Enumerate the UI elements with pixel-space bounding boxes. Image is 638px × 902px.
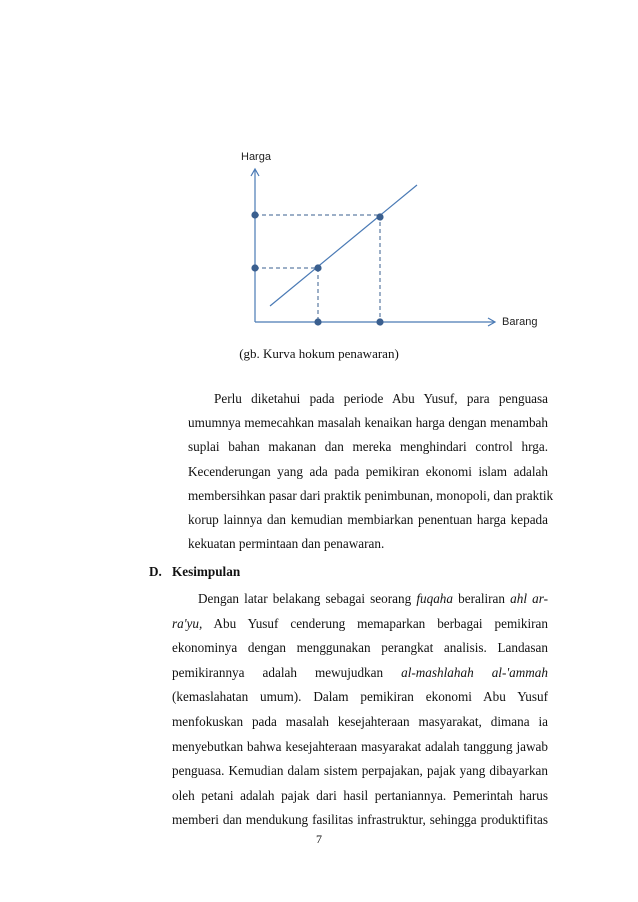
page-number: 7: [316, 832, 322, 846]
paragraph-line: suplai bahan makanan dan mereka menghindari control hrga.: [188, 439, 548, 455]
paragraph-line: membersihkan pasar dari praktik penimbunan, monopoli, dan praktik: [188, 487, 554, 503]
text-run: pemikirannya adalah mewujudkan: [172, 664, 402, 680]
paragraph-line: korup lainnya dan kemudian membiarkan penentuan harga kepada: [188, 512, 548, 528]
section-heading: [149, 564, 240, 580]
paragraph-line: kekuatan permintaan dan penawaran.: [188, 536, 385, 552]
paragraph-line: Perlu diketahui pada periode Abu Yusuf, para penguasa: [214, 391, 548, 406]
paragraph-line: [172, 587, 548, 612]
text-run: Abu Yusuf cenderung memaparkan berbagai pemikiran: [202, 615, 548, 631]
paragraph-line: [172, 612, 548, 637]
paragraph-line: memberi dan mendukung fasilitas infrastruktur, sehingga produktifitas: [172, 812, 548, 828]
paragraph-line: ekonominya dengan menggunakan perangkat analisis. Landasan: [172, 640, 548, 656]
term-al-mashlahah: al-mashlahah: [401, 664, 474, 680]
paragraph-line: (kemaslahatan umum). Dalam pemikiran ekonomi Abu Yusuf: [172, 689, 548, 705]
paragraph-line: menfokuskan pada masalah kesejahteraan masyarakat, dimana ia: [172, 713, 548, 729]
paragraph-price-policy: [188, 387, 554, 556]
y-axis-label: Harga: [241, 151, 271, 163]
paragraph-line: [172, 661, 548, 686]
term-ahl-ar: ahl ar-: [510, 591, 548, 606]
paragraph-line: oleh petani adalah pajak dari hasil pertaniannya. Pemerintah harus: [172, 787, 548, 803]
x-axis-label: Barang: [502, 316, 538, 328]
section-title: Kesimpulan: [172, 564, 241, 579]
point-price-high: [251, 211, 258, 218]
point-quantity-high: [376, 318, 383, 325]
supply-curve-figure: [0, 0, 638, 340]
paragraph-line: penguasa. Kemudian dalam sistem perpajakan, pajak yang dibayarkan: [172, 763, 548, 779]
text-run: [474, 665, 492, 680]
paragraph-line: Kecenderungan yang ada pada pemikiran ekonomi islam adalah: [188, 463, 548, 479]
term-al-ammah: al-'ammah: [491, 664, 548, 680]
paragraph-line: umumnya memecahkan masalah kenaikan harga dengan menambah: [188, 415, 548, 431]
paragraph-conclusion: [172, 587, 548, 833]
point-curve-low: [314, 264, 321, 271]
section-number: D.: [149, 564, 162, 579]
term-rayu: ra'yu,: [172, 615, 203, 631]
term-fuqaha: fuqaha: [416, 591, 453, 606]
text-run: beraliran: [452, 591, 511, 606]
point-quantity-low: [314, 318, 321, 325]
supply-line: [270, 185, 417, 306]
paragraph-line: menyebutkan bahwa kesejahteraan masyarakat adalah tanggung jawab: [172, 738, 548, 754]
point-price-low: [251, 264, 258, 271]
figure-caption: (gb. Kurva hokum penawaran): [239, 346, 399, 361]
point-curve-high: [376, 213, 383, 220]
text-run: Dengan latar belakang sebagai seorang: [198, 591, 417, 606]
